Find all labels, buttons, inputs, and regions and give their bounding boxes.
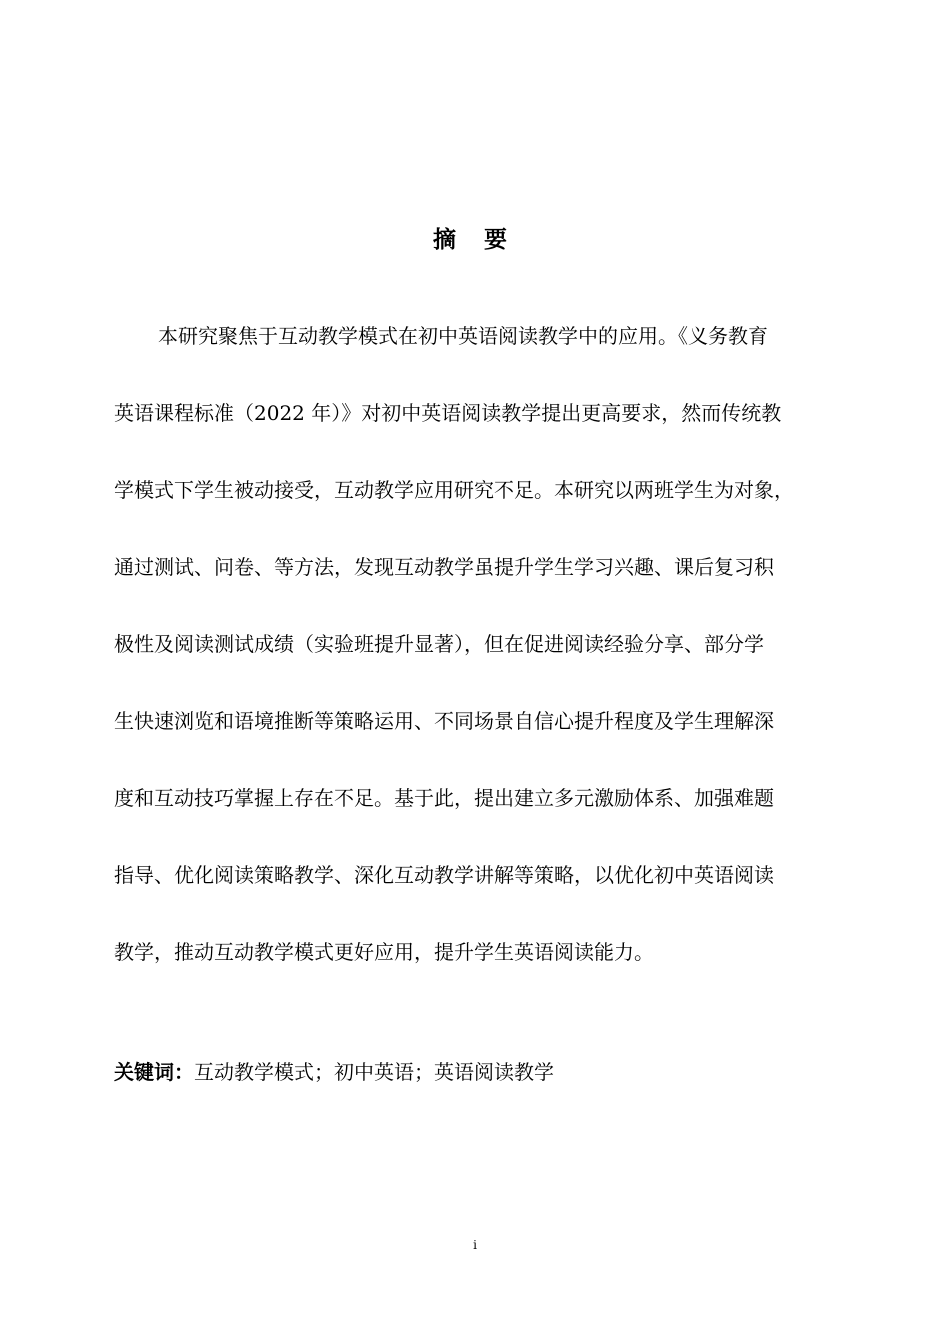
abstract-line: 度和互动技巧掌握上存在不足。基于此，提出建立多元激励体系、加强难题	[114, 786, 774, 810]
abstract-line: 生快速浏览和语境推断等策略运用、不同场景自信心提升程度及学生理解深	[114, 709, 774, 733]
keywords-text: 互动教学模式；初中英语；英语阅读教学	[194, 1060, 554, 1084]
abstract-line: 教学，推动互动教学模式更好应用，提升学生英语阅读能力。	[114, 940, 654, 964]
abstract-line: 极性及阅读测试成绩（实验班提升显著），但在促进阅读经验分享、部分学	[114, 632, 764, 656]
keywords	[114, 1054, 554, 1090]
abstract-line: 指导、优化阅读策略教学、深化互动教学讲解等策略，以优化初中英语阅读	[114, 863, 774, 887]
page-title: 摘 要	[432, 227, 517, 253]
abstract-body	[114, 313, 858, 1006]
page-number: i	[473, 1238, 477, 1252]
abstract-line: 本研究聚焦于互动教学模式在初中英语阅读教学中的应用。《义务教育	[158, 324, 768, 348]
abstract-line: 通过测试、问卷、等方法，发现互动教学虽提升学生学习兴趣、课后复习积	[114, 555, 774, 579]
abstract-line: 学模式下学生被动接受，互动教学应用研究不足。本研究以两班学生为对象，	[114, 478, 794, 502]
keywords-label: 关键词：	[114, 1060, 194, 1084]
abstract-line: 英语课程标准（2022 年）》对初中英语阅读教学提出更高要求，然而传统教	[114, 401, 782, 425]
